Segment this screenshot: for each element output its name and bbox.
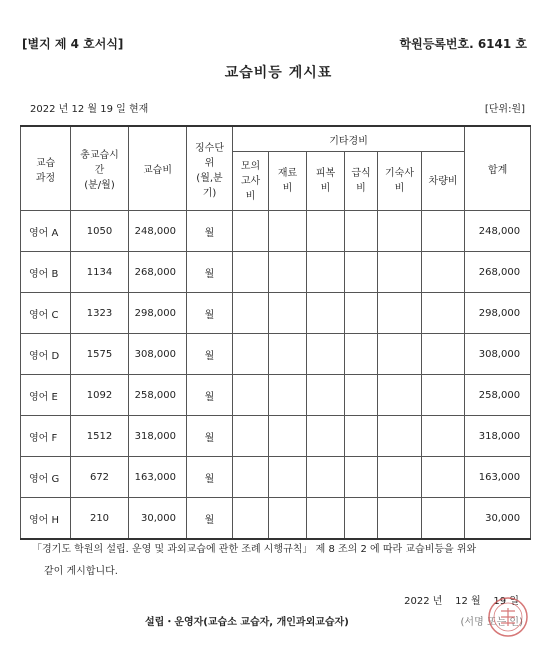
cell-hours: 1092 [71,375,129,416]
cell-fee: 268,000 [129,252,187,293]
cell-hours: 1323 [71,293,129,334]
table-row [21,375,531,416]
cell-total: 258,000 [465,375,531,416]
notice-line-1: 「경기도 학원의 설립. 운영 및 과외교습에 관한 조례 시행규칙」 제 8 조의 2 에 따라 교습비등을 위와 [32,544,477,555]
cell-fee: 163,000 [129,457,187,498]
cell-materials [269,457,307,498]
signature-seal-label: (서명 또는 인) [460,617,523,628]
cell-vehicle [422,211,465,252]
cell-hours: 1050 [71,211,129,252]
header-fee: 교습비 [129,126,187,211]
cell-meals [345,375,378,416]
cell-meals [345,457,378,498]
cell-fee: 258,000 [129,375,187,416]
cell-unit: 월 [187,375,233,416]
cell-dorm [378,334,422,375]
header-course: 교습 과정 [21,126,71,211]
cell-vehicle [422,293,465,334]
cell-mock [233,293,269,334]
founder-label: 설립・운영자(교습소 교습자, 개인과외교습자) [145,617,349,628]
cell-mock [233,334,269,375]
cell-course: 영어 H [21,498,71,540]
table-row [21,211,531,252]
cell-meals [345,252,378,293]
cell-materials [269,416,307,457]
header-hours: 총교습시 간 (분/월) [71,126,129,211]
cell-total: 163,000 [465,457,531,498]
cell-course: 영어 E [21,375,71,416]
cell-hours: 672 [71,457,129,498]
cell-mock [233,416,269,457]
cell-mock [233,457,269,498]
cell-uniform [307,498,345,540]
cell-mock [233,498,269,540]
header-materials: 재료 비 [269,152,307,211]
cell-meals [345,211,378,252]
cell-uniform [307,293,345,334]
notice-text [32,539,532,583]
cell-materials [269,252,307,293]
cell-materials [269,293,307,334]
cell-hours: 210 [71,498,129,540]
notice-line-2: 같이 게시합니다. [44,566,118,577]
cell-fee: 248,000 [129,211,187,252]
cell-fee: 30,000 [129,498,187,540]
cell-uniform [307,416,345,457]
cell-uniform [307,211,345,252]
cell-total: 298,000 [465,293,531,334]
cell-dorm [378,416,422,457]
cell-unit: 월 [187,457,233,498]
cell-course: 영어 G [21,457,71,498]
cell-course: 영어 B [21,252,71,293]
cell-vehicle [422,457,465,498]
signature-date: 2022 년 12 월 19 일 [404,596,519,607]
cell-total: 308,000 [465,334,531,375]
fee-table [20,125,531,540]
cell-hours: 1134 [71,252,129,293]
cell-vehicle [422,498,465,540]
cell-dorm [378,498,422,540]
cell-total: 248,000 [465,211,531,252]
form-number-label: [별지 제 4 호서식] [22,37,124,51]
cell-vehicle [422,252,465,293]
cell-meals [345,498,378,540]
cell-dorm [378,252,422,293]
cell-dorm [378,293,422,334]
cell-course: 영어 C [21,293,71,334]
as-of-date: 2022 년 12 월 19 일 현재 [30,104,149,115]
header-vehicle: 차량비 [422,152,465,211]
cell-meals [345,416,378,457]
header-other-expenses: 기타경비 [233,126,465,152]
unit-label: [단위:원] [484,104,525,115]
cell-vehicle [422,416,465,457]
cell-materials [269,211,307,252]
cell-dorm [378,211,422,252]
header-uniform: 피복 비 [307,152,345,211]
cell-total: 268,000 [465,252,531,293]
cell-materials [269,334,307,375]
page-title: 교습비등 게시표 [224,65,333,81]
cell-uniform [307,375,345,416]
cell-uniform [307,252,345,293]
cell-mock [233,252,269,293]
cell-total: 318,000 [465,416,531,457]
cell-hours: 1575 [71,334,129,375]
cell-hours: 1512 [71,416,129,457]
cell-meals [345,334,378,375]
seal-stamp-icon [487,596,529,638]
cell-materials [269,375,307,416]
cell-vehicle [422,375,465,416]
table-row [21,334,531,375]
cell-unit: 월 [187,334,233,375]
header-period: 징수단 위 (월,분 기) [187,126,233,211]
cell-materials [269,498,307,540]
cell-uniform [307,457,345,498]
header-mock-exam: 모의 고사 비 [233,152,269,211]
cell-unit: 월 [187,416,233,457]
cell-dorm [378,457,422,498]
header-meals: 급식 비 [345,152,378,211]
cell-vehicle [422,334,465,375]
header-total: 합계 [465,126,531,211]
cell-meals [345,293,378,334]
table-row [21,416,531,457]
cell-unit: 월 [187,498,233,540]
cell-mock [233,375,269,416]
cell-unit: 월 [187,211,233,252]
cell-unit: 월 [187,293,233,334]
table-row [21,252,531,293]
cell-fee: 308,000 [129,334,187,375]
cell-unit: 월 [187,252,233,293]
cell-fee: 318,000 [129,416,187,457]
cell-dorm [378,375,422,416]
cell-mock [233,211,269,252]
cell-course: 영어 F [21,416,71,457]
header-dormitory: 기숙사 비 [378,152,422,211]
cell-total: 30,000 [465,498,531,540]
table-row [21,498,531,540]
cell-course: 영어 A [21,211,71,252]
table-row [21,457,531,498]
cell-fee: 298,000 [129,293,187,334]
registration-number: 학원등록번호. 6141 호 [399,37,527,51]
table-row [21,293,531,334]
cell-course: 영어 D [21,334,71,375]
cell-uniform [307,334,345,375]
